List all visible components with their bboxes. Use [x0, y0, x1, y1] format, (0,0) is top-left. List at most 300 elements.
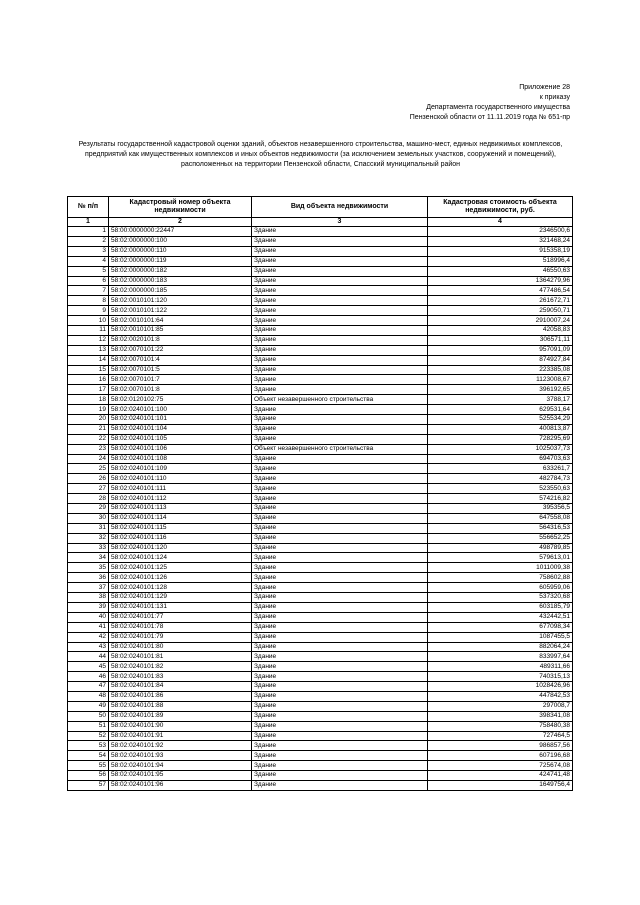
cadastral-value: 1087455,5	[428, 632, 573, 642]
row-index: 51	[68, 721, 109, 731]
cadastral-number: 58:02:0240101:80	[109, 642, 252, 652]
cadastral-value: 725674,08	[428, 761, 573, 771]
table-row	[68, 246, 573, 256]
row-index: 30	[68, 513, 109, 523]
object-type: Здание	[252, 355, 428, 365]
object-type: Здание	[252, 721, 428, 731]
cadastral-number: 58:02:0240101:108	[109, 454, 252, 464]
table-row	[68, 424, 573, 434]
object-type: Здание	[252, 583, 428, 593]
column-number: 4	[428, 218, 573, 227]
object-type: Здание	[252, 741, 428, 751]
table-row	[68, 721, 573, 731]
object-type: Здание	[252, 474, 428, 484]
cadastral-number: 58:02:0240101:120	[109, 543, 252, 553]
cadastral-value: 603185,79	[428, 602, 573, 612]
object-type: Здание	[252, 326, 428, 336]
cadastral-value: 447842,53	[428, 691, 573, 701]
cadastral-value: 647558,08	[428, 513, 573, 523]
table-row	[68, 513, 573, 523]
cadastral-value: 3788,17	[428, 395, 573, 405]
object-type: Здание	[252, 316, 428, 326]
row-index: 53	[68, 741, 109, 751]
cadastral-value: 398341,08	[428, 711, 573, 721]
header-cadastral-number: Кадастровый номер объекта недвижимости	[109, 197, 252, 218]
cadastral-number: 58:02:0240101:128	[109, 583, 252, 593]
row-index: 7	[68, 286, 109, 296]
object-type: Объект незавершенного строительства	[252, 444, 428, 454]
object-type: Здание	[252, 780, 428, 790]
cadastral-value: 758480,38	[428, 721, 573, 731]
cadastral-number: 58:02:0240101:89	[109, 711, 252, 721]
cadastral-number: 58:02:0240101:104	[109, 424, 252, 434]
row-index: 49	[68, 701, 109, 711]
cadastral-number: 58:00:0000000:22447	[109, 227, 252, 237]
table-row	[68, 593, 573, 603]
row-index: 36	[68, 573, 109, 583]
cadastral-value: 525534,29	[428, 415, 573, 425]
table-row	[68, 474, 573, 484]
cadastral-value: 1123008,67	[428, 375, 573, 385]
table-row	[68, 256, 573, 266]
header-index: № п/п	[68, 197, 109, 218]
object-type: Здание	[252, 672, 428, 682]
row-index: 25	[68, 464, 109, 474]
cadastral-number: 58:02:0240101:90	[109, 721, 252, 731]
row-index: 56	[68, 771, 109, 781]
table-row	[68, 583, 573, 593]
cadastral-number: 58:02:0240101:125	[109, 563, 252, 573]
cadastral-number: 58:02:0240101:82	[109, 662, 252, 672]
cadastral-value: 46550,63	[428, 266, 573, 276]
cadastral-number: 58:02:0240101:115	[109, 523, 252, 533]
table-row	[68, 563, 573, 573]
cadastral-number: 58:02:0240101:86	[109, 691, 252, 701]
cadastral-value: 518996,4	[428, 256, 573, 266]
table-row	[68, 494, 573, 504]
row-index: 10	[68, 316, 109, 326]
cadastral-number: 58:02:0000000:110	[109, 246, 252, 256]
row-index: 15	[68, 365, 109, 375]
table-row	[68, 484, 573, 494]
cadastral-number: 58:02:0240101:81	[109, 652, 252, 662]
table-row	[68, 573, 573, 583]
table-row	[68, 612, 573, 622]
cadastral-value: 694703,63	[428, 454, 573, 464]
row-index: 48	[68, 691, 109, 701]
table-row	[68, 711, 573, 721]
row-index: 29	[68, 504, 109, 514]
object-type: Здание	[252, 682, 428, 692]
column-number: 2	[109, 218, 252, 227]
table-row	[68, 236, 573, 246]
row-index: 6	[68, 276, 109, 286]
object-type: Здание	[252, 731, 428, 741]
table-row	[68, 682, 573, 692]
cadastral-value: 1028426,96	[428, 682, 573, 692]
object-type: Здание	[252, 494, 428, 504]
row-index: 52	[68, 731, 109, 741]
table-row	[68, 523, 573, 533]
row-index: 35	[68, 563, 109, 573]
cadastral-value: 874927,84	[428, 355, 573, 365]
cadastral-number: 58:02:0240101:116	[109, 533, 252, 543]
object-type: Здание	[252, 434, 428, 444]
row-index: 26	[68, 474, 109, 484]
table-row	[68, 504, 573, 514]
object-type: Здание	[252, 563, 428, 573]
row-index: 50	[68, 711, 109, 721]
cadastral-number: 58:02:0240101:94	[109, 761, 252, 771]
object-type: Здание	[252, 306, 428, 316]
cadastral-value: 537320,68	[428, 593, 573, 603]
row-index: 57	[68, 780, 109, 790]
object-type: Здание	[252, 286, 428, 296]
cadastral-number: 58:02:0240101:109	[109, 464, 252, 474]
cadastral-value: 223385,08	[428, 365, 573, 375]
table-row	[68, 662, 573, 672]
cadastral-value: 556652,25	[428, 533, 573, 543]
object-type: Здание	[252, 612, 428, 622]
cadastral-value: 432442,51	[428, 612, 573, 622]
row-index: 12	[68, 335, 109, 345]
cadastral-value: 297008,7	[428, 701, 573, 711]
object-type: Здание	[252, 632, 428, 642]
cadastral-number: 58:02:0240101:93	[109, 751, 252, 761]
object-type: Здание	[252, 771, 428, 781]
table-row	[68, 691, 573, 701]
cadastral-value: 321468,24	[428, 236, 573, 246]
table-row	[68, 375, 573, 385]
object-type: Здание	[252, 691, 428, 701]
table-row	[68, 335, 573, 345]
row-index: 47	[68, 682, 109, 692]
cadastral-number: 58:02:0240101:83	[109, 672, 252, 682]
object-type: Здание	[252, 602, 428, 612]
object-type: Здание	[252, 464, 428, 474]
table-row	[68, 632, 573, 642]
table-row	[68, 296, 573, 306]
object-type: Здание	[252, 365, 428, 375]
cadastral-number: 58:02:0240101:105	[109, 434, 252, 444]
table-row	[68, 642, 573, 652]
cadastral-value: 489311,66	[428, 662, 573, 672]
table-row	[68, 741, 573, 751]
cadastral-value: 579613,01	[428, 553, 573, 563]
row-index: 32	[68, 533, 109, 543]
cadastral-number: 58:02:0070101:7	[109, 375, 252, 385]
cadastral-number: 58:02:0240101:88	[109, 701, 252, 711]
cadastral-number: 58:02:0240101:95	[109, 771, 252, 781]
object-type: Здание	[252, 751, 428, 761]
object-type: Здание	[252, 593, 428, 603]
cadastral-number: 58:02:0240101:114	[109, 513, 252, 523]
table-row	[68, 602, 573, 612]
table-row	[68, 780, 573, 790]
row-index: 40	[68, 612, 109, 622]
object-type: Здание	[252, 573, 428, 583]
object-type: Здание	[252, 385, 428, 395]
cadastral-number: 58:02:0240101:78	[109, 622, 252, 632]
cadastral-value: 498789,85	[428, 543, 573, 553]
row-index: 11	[68, 326, 109, 336]
cadastral-value: 400813,87	[428, 424, 573, 434]
valuation-table	[67, 196, 573, 791]
table-row	[68, 454, 573, 464]
cadastral-number: 58:02:0000000:185	[109, 286, 252, 296]
cadastral-value: 574216,82	[428, 494, 573, 504]
cadastral-number: 58:02:0240101:84	[109, 682, 252, 692]
header-cadastral-value: Кадастровая стоимость объекта недвижимости, руб.	[428, 197, 573, 218]
object-type: Здание	[252, 711, 428, 721]
object-type: Здание	[252, 375, 428, 385]
cadastral-number: 58:02:0240101:131	[109, 602, 252, 612]
cadastral-value: 564316,53	[428, 523, 573, 533]
row-index: 43	[68, 642, 109, 652]
cadastral-number: 58:02:0240101:112	[109, 494, 252, 504]
row-index: 8	[68, 296, 109, 306]
cadastral-number: 58:02:0240101:96	[109, 780, 252, 790]
cadastral-number: 58:02:0070101:4	[109, 355, 252, 365]
cadastral-number: 58:02:0010101:64	[109, 316, 252, 326]
table-row	[68, 326, 573, 336]
row-index: 17	[68, 385, 109, 395]
row-index: 46	[68, 672, 109, 682]
table-row	[68, 553, 573, 563]
cadastral-value: 677098,34	[428, 622, 573, 632]
row-index: 20	[68, 415, 109, 425]
row-index: 18	[68, 395, 109, 405]
table-row	[68, 622, 573, 632]
row-index: 33	[68, 543, 109, 553]
table-row	[68, 345, 573, 355]
row-index: 41	[68, 622, 109, 632]
object-type: Здание	[252, 662, 428, 672]
table-row	[68, 385, 573, 395]
row-index: 21	[68, 424, 109, 434]
column-number: 1	[68, 218, 109, 227]
table-row	[68, 652, 573, 662]
table-row	[68, 761, 573, 771]
cadastral-number: 58:02:0010101:122	[109, 306, 252, 316]
table-row	[68, 266, 573, 276]
cadastral-number: 58:02:0240101:100	[109, 405, 252, 415]
appendix-header	[410, 83, 570, 123]
row-index: 54	[68, 751, 109, 761]
appendix-department: Департамента государственного имущества	[426, 104, 570, 111]
row-index: 31	[68, 523, 109, 533]
table-row	[68, 306, 573, 316]
table-row	[68, 365, 573, 375]
object-type: Здание	[252, 642, 428, 652]
object-type: Здание	[252, 701, 428, 711]
row-index: 1	[68, 227, 109, 237]
cadastral-value: 482784,73	[428, 474, 573, 484]
cadastral-number: 58:02:0240101:106	[109, 444, 252, 454]
row-index: 14	[68, 355, 109, 365]
cadastral-number: 58:02:0070101:22	[109, 345, 252, 355]
cadastral-value: 633261,7	[428, 464, 573, 474]
cadastral-number: 58:02:0000000:119	[109, 256, 252, 266]
cadastral-number: 58:02:0240101:79	[109, 632, 252, 642]
object-type: Здание	[252, 484, 428, 494]
row-index: 39	[68, 602, 109, 612]
row-index: 19	[68, 405, 109, 415]
row-index: 22	[68, 434, 109, 444]
object-type: Здание	[252, 415, 428, 425]
appendix-number: Приложение 28	[519, 84, 570, 91]
object-type: Здание	[252, 761, 428, 771]
table-row	[68, 672, 573, 682]
column-number: 3	[252, 218, 428, 227]
table-row	[68, 701, 573, 711]
row-index: 2	[68, 236, 109, 246]
row-index: 45	[68, 662, 109, 672]
cadastral-number: 58:02:0000000:183	[109, 276, 252, 286]
cadastral-value: 2910007,24	[428, 316, 573, 326]
table-row	[68, 415, 573, 425]
cadastral-value: 915358,19	[428, 246, 573, 256]
object-type: Здание	[252, 256, 428, 266]
object-type: Здание	[252, 296, 428, 306]
object-type: Здание	[252, 276, 428, 286]
cadastral-number: 58:02:0240101:129	[109, 593, 252, 603]
object-type: Здание	[252, 622, 428, 632]
cadastral-value: 306571,11	[428, 335, 573, 345]
cadastral-value: 1364279,96	[428, 276, 573, 286]
table-column-numbers-row	[68, 218, 573, 227]
cadastral-value: 477486,54	[428, 286, 573, 296]
cadastral-number: 58:02:0010101:85	[109, 326, 252, 336]
table-row	[68, 771, 573, 781]
row-index: 13	[68, 345, 109, 355]
object-type: Здание	[252, 652, 428, 662]
object-type: Здание	[252, 504, 428, 514]
cadastral-value: 727464,5	[428, 731, 573, 741]
row-index: 37	[68, 583, 109, 593]
object-type: Здание	[252, 335, 428, 345]
cadastral-value: 1011009,38	[428, 563, 573, 573]
object-type: Здание	[252, 543, 428, 553]
cadastral-number: 58:02:0000000:182	[109, 266, 252, 276]
cadastral-number: 58:02:0240101:91	[109, 731, 252, 741]
cadastral-value: 259050,71	[428, 306, 573, 316]
cadastral-value: 2346500,6	[428, 227, 573, 237]
cadastral-number: 58:02:0240101:111	[109, 484, 252, 494]
row-index: 24	[68, 454, 109, 464]
cadastral-value: 395356,5	[428, 504, 573, 514]
object-type: Здание	[252, 454, 428, 464]
row-index: 34	[68, 553, 109, 563]
object-type: Здание	[252, 236, 428, 246]
cadastral-value: 728295,69	[428, 434, 573, 444]
cadastral-number: 58:02:0240101:101	[109, 415, 252, 425]
table-row	[68, 444, 573, 454]
table-row	[68, 276, 573, 286]
table-row	[68, 731, 573, 741]
object-type: Здание	[252, 266, 428, 276]
row-index: 4	[68, 256, 109, 266]
row-index: 16	[68, 375, 109, 385]
cadastral-value: 424741,48	[428, 771, 573, 781]
object-type: Здание	[252, 533, 428, 543]
cadastral-value: 957091,09	[428, 345, 573, 355]
cadastral-number: 58:02:0240101:77	[109, 612, 252, 622]
table-row	[68, 543, 573, 553]
table-row	[68, 464, 573, 474]
table-row	[68, 316, 573, 326]
cadastral-number: 58:02:0240101:92	[109, 741, 252, 751]
table-row	[68, 533, 573, 543]
object-type: Здание	[252, 345, 428, 355]
cadastral-number: 58:02:0020101:8	[109, 335, 252, 345]
table-row	[68, 286, 573, 296]
appendix-order-ref: к приказу	[539, 94, 570, 101]
cadastral-number: 58:02:0240101:113	[109, 504, 252, 514]
object-type: Здание	[252, 227, 428, 237]
appendix-order-date: Пензенской области от 11.11.2019 года № 651-пр	[409, 114, 570, 121]
row-index: 27	[68, 484, 109, 494]
header-object-type: Вид объекта недвижимости	[252, 197, 428, 218]
cadastral-number: 58:02:0070101:5	[109, 365, 252, 375]
row-index: 5	[68, 266, 109, 276]
object-type: Здание	[252, 523, 428, 533]
table-row	[68, 434, 573, 444]
cadastral-value: 1025037,73	[428, 444, 573, 454]
row-index: 9	[68, 306, 109, 316]
cadastral-value: 607196,68	[428, 751, 573, 761]
table-row	[68, 395, 573, 405]
cadastral-number: 58:02:0120102:75	[109, 395, 252, 405]
object-type: Здание	[252, 246, 428, 256]
cadastral-value: 758602,88	[428, 573, 573, 583]
cadastral-value: 261672,71	[428, 296, 573, 306]
table-header-row	[68, 197, 573, 218]
row-index: 28	[68, 494, 109, 504]
cadastral-number: 58:02:0240101:126	[109, 573, 252, 583]
cadastral-value: 396192,65	[428, 385, 573, 395]
table-row	[68, 405, 573, 415]
object-type: Здание	[252, 424, 428, 434]
object-type: Здание	[252, 553, 428, 563]
object-type: Объект незавершенного строительства	[252, 395, 428, 405]
cadastral-number: 58:02:0240101:110	[109, 474, 252, 484]
row-index: 55	[68, 761, 109, 771]
cadastral-value: 629531,64	[428, 405, 573, 415]
cadastral-value: 523550,63	[428, 484, 573, 494]
cadastral-value: 833997,64	[428, 652, 573, 662]
cadastral-number: 58:02:0000000:100	[109, 236, 252, 246]
table-row	[68, 355, 573, 365]
cadastral-number: 58:02:0010101:120	[109, 296, 252, 306]
table-row	[68, 751, 573, 761]
object-type: Здание	[252, 513, 428, 523]
cadastral-number: 58:02:0240101:124	[109, 553, 252, 563]
cadastral-number: 58:02:0070101:8	[109, 385, 252, 395]
cadastral-value: 986857,56	[428, 741, 573, 751]
cadastral-value: 882064,24	[428, 642, 573, 652]
document-title: Результаты государственной кадастровой оценки зданий, объектов незавершенного строительства, машино-мест, единых недвижимых комплексов, предприятий как имущественных комплексов и иных объектов недвижимости (за исключением земельных участков, сооружений и помещений), расположенных на территории Пензенской области, Спасский муниципальный район	[78, 141, 563, 168]
cadastral-value: 42058,83	[428, 326, 573, 336]
cadastral-value: 605959,06	[428, 583, 573, 593]
row-index: 23	[68, 444, 109, 454]
row-index: 38	[68, 593, 109, 603]
object-type: Здание	[252, 405, 428, 415]
row-index: 42	[68, 632, 109, 642]
cadastral-value: 740315,13	[428, 672, 573, 682]
row-index: 44	[68, 652, 109, 662]
row-index: 3	[68, 246, 109, 256]
